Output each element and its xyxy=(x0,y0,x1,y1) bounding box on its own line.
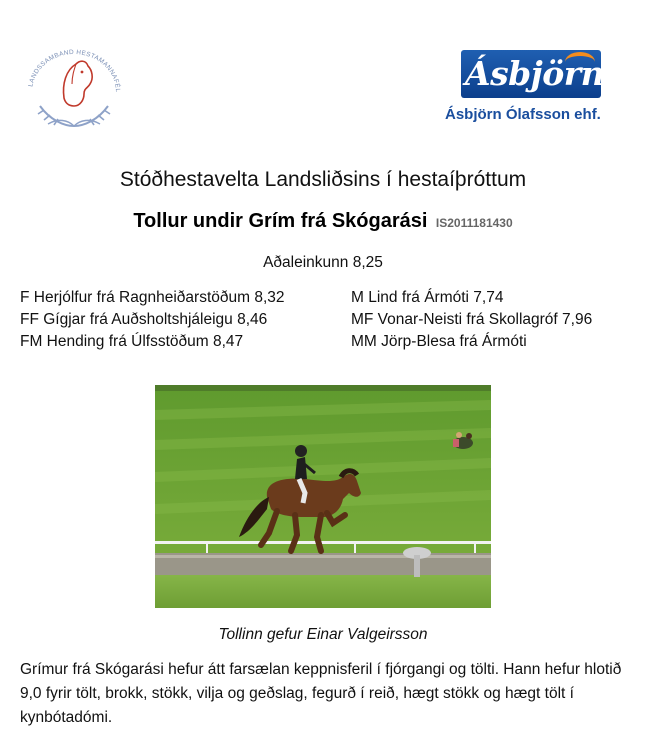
pedigree-sire-dam: FM Hending frá Úlfsstöðum 8,47 xyxy=(20,333,244,350)
pedigree-dam: M Lind frá Ármóti 7,74 xyxy=(351,289,504,306)
photo-caption: Tollinn gefur Einar Valgeirsson xyxy=(218,626,428,643)
seal-arc-text: LANDSSAMBAND HESTAMANNAFÉL xyxy=(27,48,122,93)
horse-heading xyxy=(0,210,646,233)
asbjorn-logo xyxy=(443,48,623,128)
registration-number: IS2011181430 xyxy=(435,216,513,230)
description-text: Grímur frá Skógarási hefur átt farsælan keppnisferil í fjórgangi og tölti. Hann hefur hlotið 9,0 fyrir tölt, brokk, stökk, vilja og geðslag, fegurð í reið, hægt stökk og hægt tölt í kynbótadómi. xyxy=(20,661,622,726)
pedigree-dam-side xyxy=(351,287,592,353)
pedigree-sire: F Herjólfur frá Ragnheiðarstöðum 8,32 xyxy=(20,289,285,306)
horse-name: Tollur undir Grím frá Skógarási xyxy=(133,210,428,232)
pedigree-dam-dam: MM Jörp-Blesa frá Ármóti xyxy=(351,333,527,350)
main-score: Aðaleinkunn 8,25 xyxy=(263,254,383,271)
swoosh-icon xyxy=(565,52,595,72)
page-title: Stóðhestavelta Landsliðsins í hestaíþróttum xyxy=(119,168,527,191)
seal-icon xyxy=(18,40,130,132)
brand-text: Ásbjörn xyxy=(465,54,605,93)
company-name: Ásbjörn Ólafsson ehf. xyxy=(445,106,601,123)
horse-photo xyxy=(155,385,491,608)
landssamband-logo xyxy=(18,40,130,132)
svg-text:LANDSSAMBAND HESTAMANNAFÉLAGA xyxy=(18,40,123,93)
pedigree-sire-sire: FF Gígjar frá Auðsholtshjáleigu 8,46 xyxy=(20,311,268,328)
pedigree-sire-side xyxy=(20,287,285,353)
pedigree-dam-sire: MF Vonar-Neisti frá Skollagróf 7,96 xyxy=(351,311,593,328)
horse-rider-photo-icon xyxy=(155,385,491,608)
